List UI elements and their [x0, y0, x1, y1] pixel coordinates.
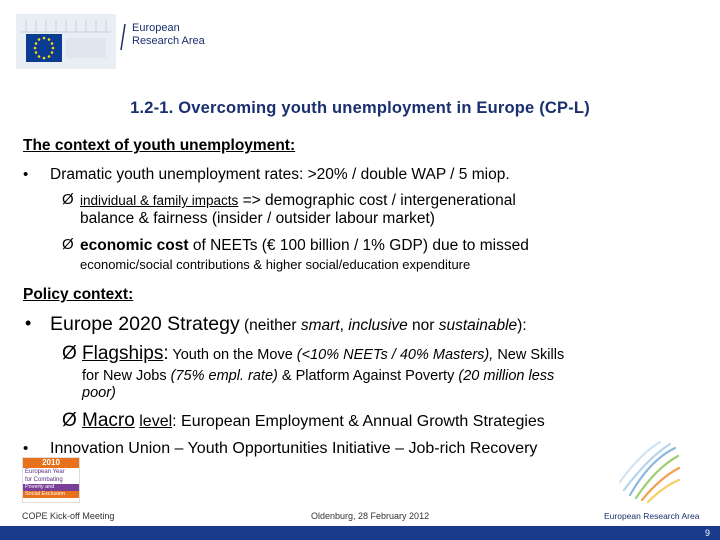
strategy-comma: ,	[339, 317, 349, 334]
footer-date: Oldenburg, 28 February 2012	[311, 511, 430, 521]
macro-label: Macro	[82, 410, 135, 431]
slide-title: 1.2-1. Overcoming youth unemployment in Europe (CP-L)	[130, 99, 590, 117]
strategy-line	[50, 313, 527, 336]
flagships-a: Youth on the Move	[168, 347, 297, 363]
context-sub-1	[80, 192, 516, 210]
european-year-2010-badge	[22, 457, 80, 503]
flagships-line-2	[82, 368, 554, 384]
era-logo-text	[132, 22, 205, 48]
european-commission-logo	[16, 14, 116, 69]
individual-impacts-text: individual & family impacts	[80, 193, 239, 208]
economic-cost-text: economic cost	[80, 237, 189, 254]
flagships-colon: :	[163, 343, 169, 364]
footer-meeting: COPE Kick-off Meeting	[22, 511, 115, 521]
footer-bar	[0, 526, 720, 540]
strategy-sustainable: sustainable	[438, 317, 518, 334]
policy-heading: Policy context:	[23, 286, 134, 303]
era-globe-icon	[610, 440, 680, 505]
arrow-icon: Ø	[62, 191, 74, 208]
strategy-close: ):	[517, 317, 527, 334]
badge-line-1: European Year	[25, 469, 65, 475]
flagships-line-3: poor)	[82, 385, 116, 401]
flagships-line	[82, 343, 564, 365]
era-slash-icon	[120, 22, 126, 52]
flagships-line2-a: for New Jobs	[82, 368, 171, 384]
era-line-1: European	[132, 22, 180, 34]
macro-line	[82, 410, 545, 432]
badge-line-4: Social Exclusion	[23, 491, 79, 498]
arrow-icon: Ø	[62, 343, 77, 364]
flagships-line2-b: & Platform Against Poverty	[277, 368, 459, 384]
badge-line-3: Poverty and	[23, 484, 79, 491]
policy-bullet: •	[25, 313, 32, 333]
sub-1-rest: => demographic cost / intergenerational	[238, 192, 516, 209]
flagships-b: New Skills	[493, 347, 565, 363]
macro-rest: : European Employment & Annual Growth Strategies	[172, 413, 545, 430]
footer-era-logo-text: European Research Area	[604, 511, 700, 521]
badge-year: 2010	[23, 458, 79, 468]
sub-2-rest: of NEETs (€ 100 billion / 1% GDP) due to missed	[188, 237, 529, 254]
flagships-line2-italic-2: (20 million less	[458, 368, 555, 384]
flagships-label: Flagships	[82, 343, 164, 364]
flagships-line2-italic: (75% empl. rate)	[170, 368, 278, 384]
flagships-a-italic: (<10% NEETs / 40% Masters),	[296, 347, 494, 363]
arrow-icon: Ø	[62, 410, 77, 431]
innovation-bullet: •	[23, 440, 29, 457]
era-line-2: Research Area	[132, 35, 205, 47]
strategy-inclusive: inclusive	[348, 317, 408, 334]
context-sub-2	[80, 237, 529, 255]
strategy-main: Europe 2020 Strategy	[50, 313, 240, 335]
context-bullet: •	[23, 166, 29, 183]
badge-line-2: for Combating	[25, 477, 63, 483]
strategy-paren: (neither	[239, 317, 301, 334]
strategy-smart: smart	[300, 317, 340, 334]
arrow-icon: Ø	[62, 236, 74, 253]
page-number: 9	[704, 528, 710, 538]
macro-level: level	[139, 413, 173, 430]
innovation-line: Innovation Union – Youth Opportunities Initiative – Job-rich Recovery	[50, 440, 538, 457]
context-sub-1-line-2: balance & fairness (insider / outsider labour market)	[80, 210, 435, 227]
context-sub-2-line-2: economic/social contributions & higher social/education expenditure	[80, 257, 471, 272]
context-heading: The context of youth unemployment:	[23, 137, 296, 154]
strategy-nor: nor	[407, 317, 439, 334]
context-bullet-1: Dramatic youth unemployment rates: >20% / double WAP / 5 miop.	[50, 166, 510, 183]
